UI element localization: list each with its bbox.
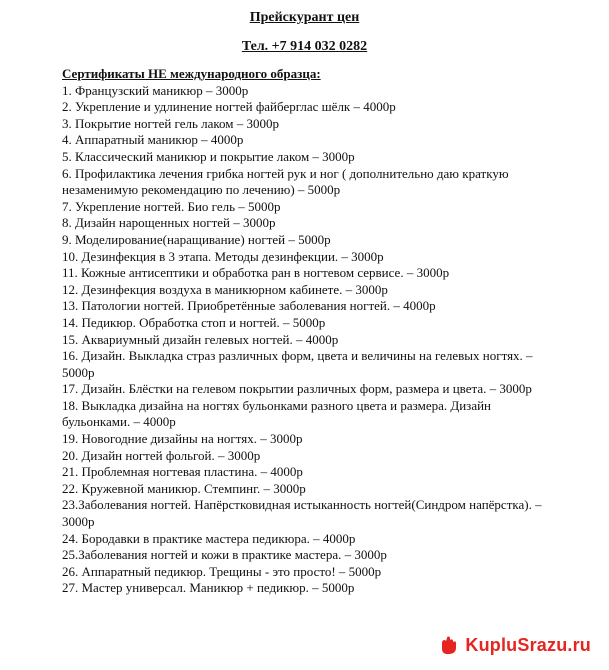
price-list-item: 14. Педикюр. Обработка стоп и ногтей. – 5000р: [62, 314, 326, 330]
price-list-item: 11. Кожные антисептики и обработка ран в ногтевом сервисе. – 3000р: [62, 265, 450, 281]
price-list-item: 9. Моделирование(наращивание) ногтей – 5000р: [62, 231, 331, 247]
price-list-item: 19. Новогодние дизайны на ногтях. – 3000р: [62, 431, 303, 447]
document-title: Прейскурант цен: [249, 10, 360, 25]
price-list-item: 22. Кружевной маникюр. Стемпинг. – 3000р: [62, 480, 306, 496]
price-list-item: 2. Укрепление и удлинение ногтей файберглас шёлк – 4000р: [62, 99, 396, 115]
price-list-item: 16. Дизайн. Выкладка страз различных форм, цвета и величины на гелевых ногтях. – 5000р: [62, 348, 533, 380]
price-list-item: 26. Аппаратный педикюр. Трещины - это просто! – 5000р: [62, 563, 382, 579]
price-list-item: 21. Проблемная ногтевая пластина. – 4000р: [62, 464, 303, 480]
price-list-item: 5. Классический маникюр и покрытие лаком – 3000р: [62, 148, 355, 164]
price-list-item: 18. Выкладка дизайна на ногтях бульонками разного цвета и размера. Дизайн бульонками. – 4000р: [62, 397, 491, 430]
hand-cart-icon: [437, 634, 459, 656]
price-list: [62, 83, 552, 597]
section-heading: Сертификаты НЕ международного образца:: [62, 66, 321, 81]
price-list-item: 13. Патологии ногтей. Приобретённые заболевания ногтей. – 4000р: [62, 298, 436, 314]
price-list-item: 4. Аппаратный маникюр – 4000р: [62, 132, 244, 148]
price-list-item: 3. Покрытие ногтей гель лаком – 3000р: [62, 115, 280, 131]
price-list-item: 10. Дезинфекция в 3 этапа. Методы дезинфекции. – 3000р: [62, 248, 384, 264]
watermark-text: KupluSrazu.ru: [465, 634, 591, 655]
price-list-item: 7. Укрепление ногтей. Био гель – 5000р: [62, 198, 281, 214]
phone-number: Тел. +7 914 032 0282: [241, 39, 368, 54]
document-body: [62, 66, 552, 597]
price-list-item: 6. Профилактика лечения грибка ногтей рук и ног ( дополнительно даю краткую незаменимую рекомендацию по лечению) – 5000р: [62, 165, 509, 198]
price-list-item: 23.Заболевания ногтей. Напёрстковидная истыканность ногтей(Синдром напёрстка). – 3000р: [62, 497, 542, 530]
price-list-item: 20. Дизайн ногтей фольгой. – 3000р: [62, 447, 261, 463]
price-list-item: 25.Заболевания ногтей и кожи в практике мастера. – 3000р: [62, 547, 387, 563]
price-list-item: 1. Французский маникюр – 3000р: [62, 82, 249, 98]
price-list-item: 24. Бородавки в практике мастера педикюра. – 4000р: [62, 530, 356, 546]
price-list-item: 27. Мастер универсал. Маникюр + педикюр. – 5000р: [62, 580, 355, 596]
price-list-item: 15. Аквариумный дизайн гелевых ногтей. – 4000р: [62, 331, 339, 347]
price-list-item: 17. Дизайн. Блёстки на гелевом покрытии различных форм, размера и цвета. – 3000р: [62, 381, 532, 397]
price-list-item: 12. Дезинфекция воздуха в маникюрном кабинете. – 3000р: [62, 281, 388, 297]
site-watermark: [437, 634, 591, 656]
price-list-item: 8. Дизайн нарощенных ногтей – 3000р: [62, 215, 276, 231]
